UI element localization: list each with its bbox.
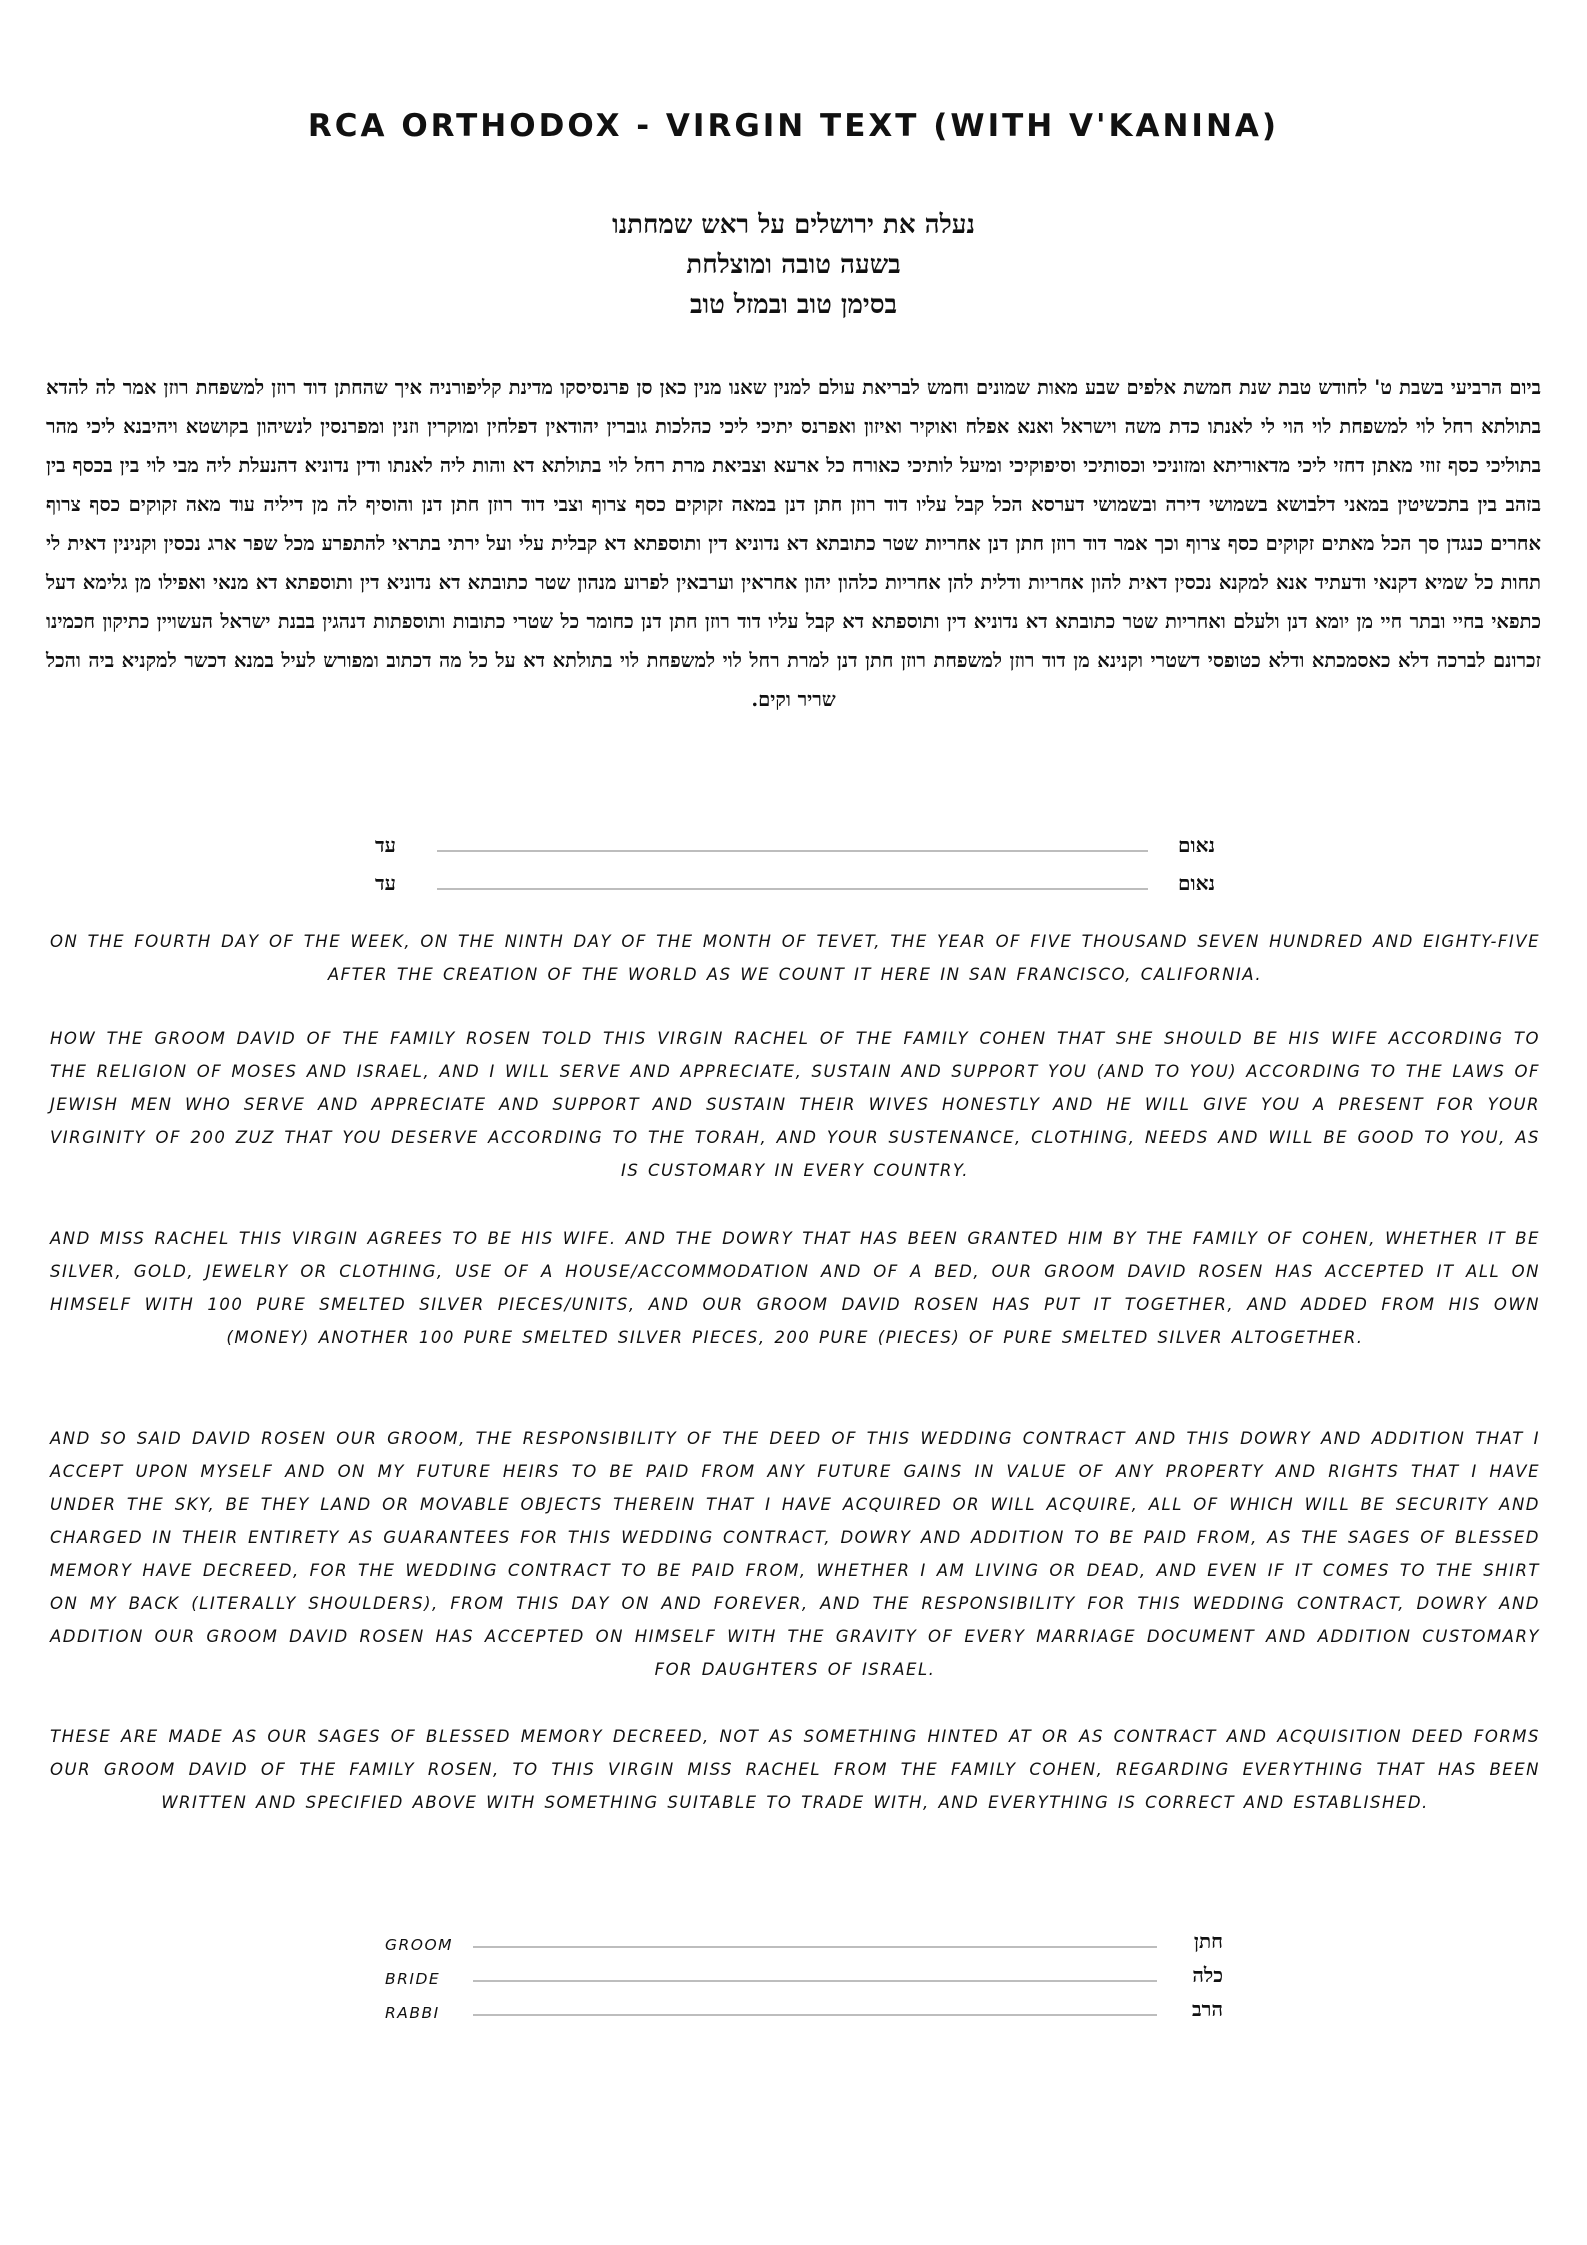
witness-row xyxy=(375,820,1215,858)
english-paragraph-date: ON THE FOURTH DAY OF THE WEEK, ON THE NINTH DAY OF THE MONTH OF TEVET, THE YEAR OF FIVE THOUSAND SEVEN HUNDRED AND EIGHTY-FIVE AFTER THE CREATION OF THE WORLD AS WE COUNT IT HERE IN SAN FRANCISCO, CALIFORNIA. xyxy=(50,932,1540,984)
witness-signatures xyxy=(375,820,1215,896)
signature-label-he: חתן xyxy=(1193,1929,1223,1953)
signature-label-he: הרב xyxy=(1192,1997,1223,2021)
document-title: RCA ORTHODOX - VIRGIN TEXT (WITH V'KANINA) xyxy=(307,108,1280,144)
witness-right-label: נאום xyxy=(1178,833,1215,857)
bride-signature-line[interactable] xyxy=(473,1960,1157,1982)
english-paragraph-closing: THESE ARE MADE AS OUR SAGES OF BLESSED MEMORY DECREED, NOT AS SOMETHING HINTED AT OR AS CONTRACT AND ACQUISITION DEED FORMS OUR GROOM DAVID OF THE FAMILY ROSEN, TO THIS VIRGIN MISS RACHEL FROM THE FAMILY COHEN, REGARDING EVERYTHING THAT HAS BEEN WRITTEN AND SPECIFIED ABOVE WITH SOMETHING SUITABLE TO TRADE WITH, AND EVERYTHING IS CORRECT AND ESTABLISHED. xyxy=(50,1727,1540,1812)
witness-left-label: עד xyxy=(375,833,396,857)
witness-right-label: נאום xyxy=(1178,871,1215,895)
english-paragraph-proposal: HOW THE GROOM DAVID OF THE FAMILY ROSEN TOLD THIS VIRGIN RACHEL OF THE FAMILY COHEN THAT SHE SHOULD BE HIS WIFE ACCORDING TO THE RELIGION OF MOSES AND ISRAEL, AND I WILL SERVE AND APPRECIATE, SUSTAIN AND SUPPORT YOU (AND TO YOU) ACCORDING TO THE LAWS OF JEWISH MEN WHO SERVE AND APPRECIATE AND SUPPORT AND SUSTAIN THEIR WIVES HONESTLY AND HE WILL GIVE YOU A PRESENT FOR YOUR VIRGINITY OF 200 ZUZ THAT YOU DESERVE ACCORDING TO THE TORAH, AND YOUR SUSTENANCE, CLOTHING, NEEDS AND WILL BE GOOD TO YOU, AS IS CUSTOMARY IN EVERY COUNTRY. xyxy=(50,1029,1540,1180)
witness-row xyxy=(375,858,1215,896)
signature-label-en: GROOM xyxy=(385,1936,454,1954)
signature-row-groom xyxy=(385,1920,1223,1954)
groom-signature-line[interactable] xyxy=(473,1926,1157,1948)
signature-label-en: RABBI xyxy=(385,2004,440,2022)
signature-label-en: BRIDE xyxy=(385,1970,441,1988)
english-paragraph-dowry: AND MISS RACHEL THIS VIRGIN AGREES TO BE HIS WIFE. AND THE DOWRY THAT HAS BEEN GRANTED HIM BY THE FAMILY OF COHEN, WHETHER IT BE SILVER, GOLD, JEWELRY OR CLOTHING, USE OF A HOUSE/ACCOMMODATION AND OF A BED, OUR GROOM DAVID ROSEN HAS ACCEPTED IT ALL ON HIMSELF WITH 100 PURE SMELTED SILVER PIECES/UNITS, AND OUR GROOM DAVID ROSEN HAS PUT IT TOGETHER, AND ADDED FROM HIS OWN (MONEY) ANOTHER 100 PURE SMELTED SILVER PIECES, 200 PURE (PIECES) OF PURE SMELTED SILVER ALTOGETHER. xyxy=(50,1229,1540,1347)
hebrew-heading-line: בשעה טובה ומוצלחת xyxy=(686,250,901,280)
hebrew-heading xyxy=(0,205,1587,325)
signature-label-he: כלה xyxy=(1192,1963,1223,1987)
witness-signature-line[interactable] xyxy=(437,828,1148,852)
signature-row-bride xyxy=(385,1954,1223,1988)
hebrew-heading-line: נעלה את ירושלים על ראש שמחתנו xyxy=(612,210,975,240)
hebrew-heading-line: בסימן טוב ובמזל טוב xyxy=(689,290,898,320)
rabbi-signature-line[interactable] xyxy=(473,1994,1157,2016)
english-paragraph-responsibility: AND SO SAID DAVID ROSEN OUR GROOM, THE RESPONSIBILITY OF THE DEED OF THIS WEDDING CONTRACT AND THIS DOWRY AND ADDITION THAT I ACCEPT UPON MYSELF AND ON MY FUTURE HEIRS TO BE PAID FROM ANY FUTURE GAINS IN VALUE OF ANY PROPERTY AND RIGHTS THAT I HAVE UNDER THE SKY, BE THEY LAND OR MOVABLE OBJECTS THEREIN THAT I HAVE ACQUIRED OR WILL ACQUIRE, ALL OF WHICH WILL BE SECURITY AND CHARGED IN THEIR ENTIRETY AS GUARANTEES FOR THIS WEDDING CONTRACT, DOWRY AND ADDITION TO BE PAID FROM, AS THE SAGES OF BLESSED MEMORY HAVE DECREED, FOR THE WEDDING CONTRACT TO BE PAID FROM, WHETHER I AM LIVING OR DEAD, AND EVEN IF IT COMES TO THE SHIRT ON MY BACK (LITERALLY SHOULDERS), FROM THIS DAY ON AND FOREVER, AND THE RESPONSIBILITY FOR THIS WEDDING CONTRACT, DOWRY AND ADDITION OUR GROOM DAVID ROSEN HAS ACCEPTED ON HIMSELF WITH THE GRAVITY OF EVERY MARRIAGE DOCUMENT AND ADDITION CUSTOMARY FOR DAUGHTERS OF ISRAEL. xyxy=(50,1429,1540,1679)
hebrew-body-text: ביום הרביעי בשבת ט' לחודש טבת שנת חמשת אלפים שבע מאות שמונים וחמש לבריאת עולם למנין שאנו מנין כאן סן פרנסיסקו מדינת קליפורניה איך שהחתן דוד רוזן למשפחת רוזן אמר לה להדא בתולתא רחל לוי למשפחת לוי הוי לי לאנתו כדת משה וישראל ואנא אפלח ואוקיר ואיזון ואפרנס יתיכי ליכי כהלכות גוברין יהודאין דפלחין ומוקרין וזנין ומפרנסין לנשיהון בקושטא ויהיבנא ליכי מהר בתוליכי כסף זוזי מאתן דחזי ליכי מדאוריתא ומזוניכי וכסותיכי וסיפוקיכי ומיעל לותיכי כאורח כל ארעא וצביאת מרת רחל לוי בתולתא דא והות ליה לאנתו ודין נדוניא דהנעלת ליה מבי לוי בין בכסף בין בזהב בין בתכשיטין במאני דלבושא בשמושי דירה ובשמושי דערסא הכל קבל עליו דוד רוזן חתן דנן במאה זקוקים כסף צרוף וצבי דוד רוזן חתן דנן והוסיף לה מן דיליה עוד מאה זקוקים כסף צרוף אחרים כנגדן סך הכל מאתים זקוקים כסף צרוף וכך אמר דוד רוזן חתן דנן אחריות שטר כתובתא דא נדוניא דין ותוספתא דא קבלית עלי ועל ירתי בתראי להתפרע מכל שפר ארג נכסין וקנינין דאית לי תחות כל שמיא דקנאי ודעתיד אנא למקנא נכסין דאית להון אחריות ודלית להן אחריות כלהון יהון אחראין וערבאין לפרוע מנהון שטר כתובתא דא נדוניא דין ותוספתא דא מנאי ואפילו מן גלימא דעל כתפאי בחיי ובתר חיי מן יומא דנן ולעלם ואחריות שטר כתובתא דא נדוניא דין ותוספתא דא קבל עליו דוד רוזן חתן דנן כחומר כל שטרי כתובות ותוספתות דנהגין בבנת ישראל העשויין כתיקון חכמינו זכרונם לברכה דלא כאסמכתא ודלא כטופסי דשטרי וקנינא מן דוד רוזן למשפחת רוזן חתן דנן למרת רחל לוי למשפחת לוי בתולתא דא על כל מה דכתוב ומפורש לעיל במנא דכשר למקניא ביה והכל שריר וקים. xyxy=(46,376,1541,711)
party-signatures xyxy=(385,1920,1223,2022)
witness-signature-line[interactable] xyxy=(437,866,1148,890)
witness-left-label: עד xyxy=(375,871,396,895)
signature-row-rabbi xyxy=(385,1988,1223,2022)
